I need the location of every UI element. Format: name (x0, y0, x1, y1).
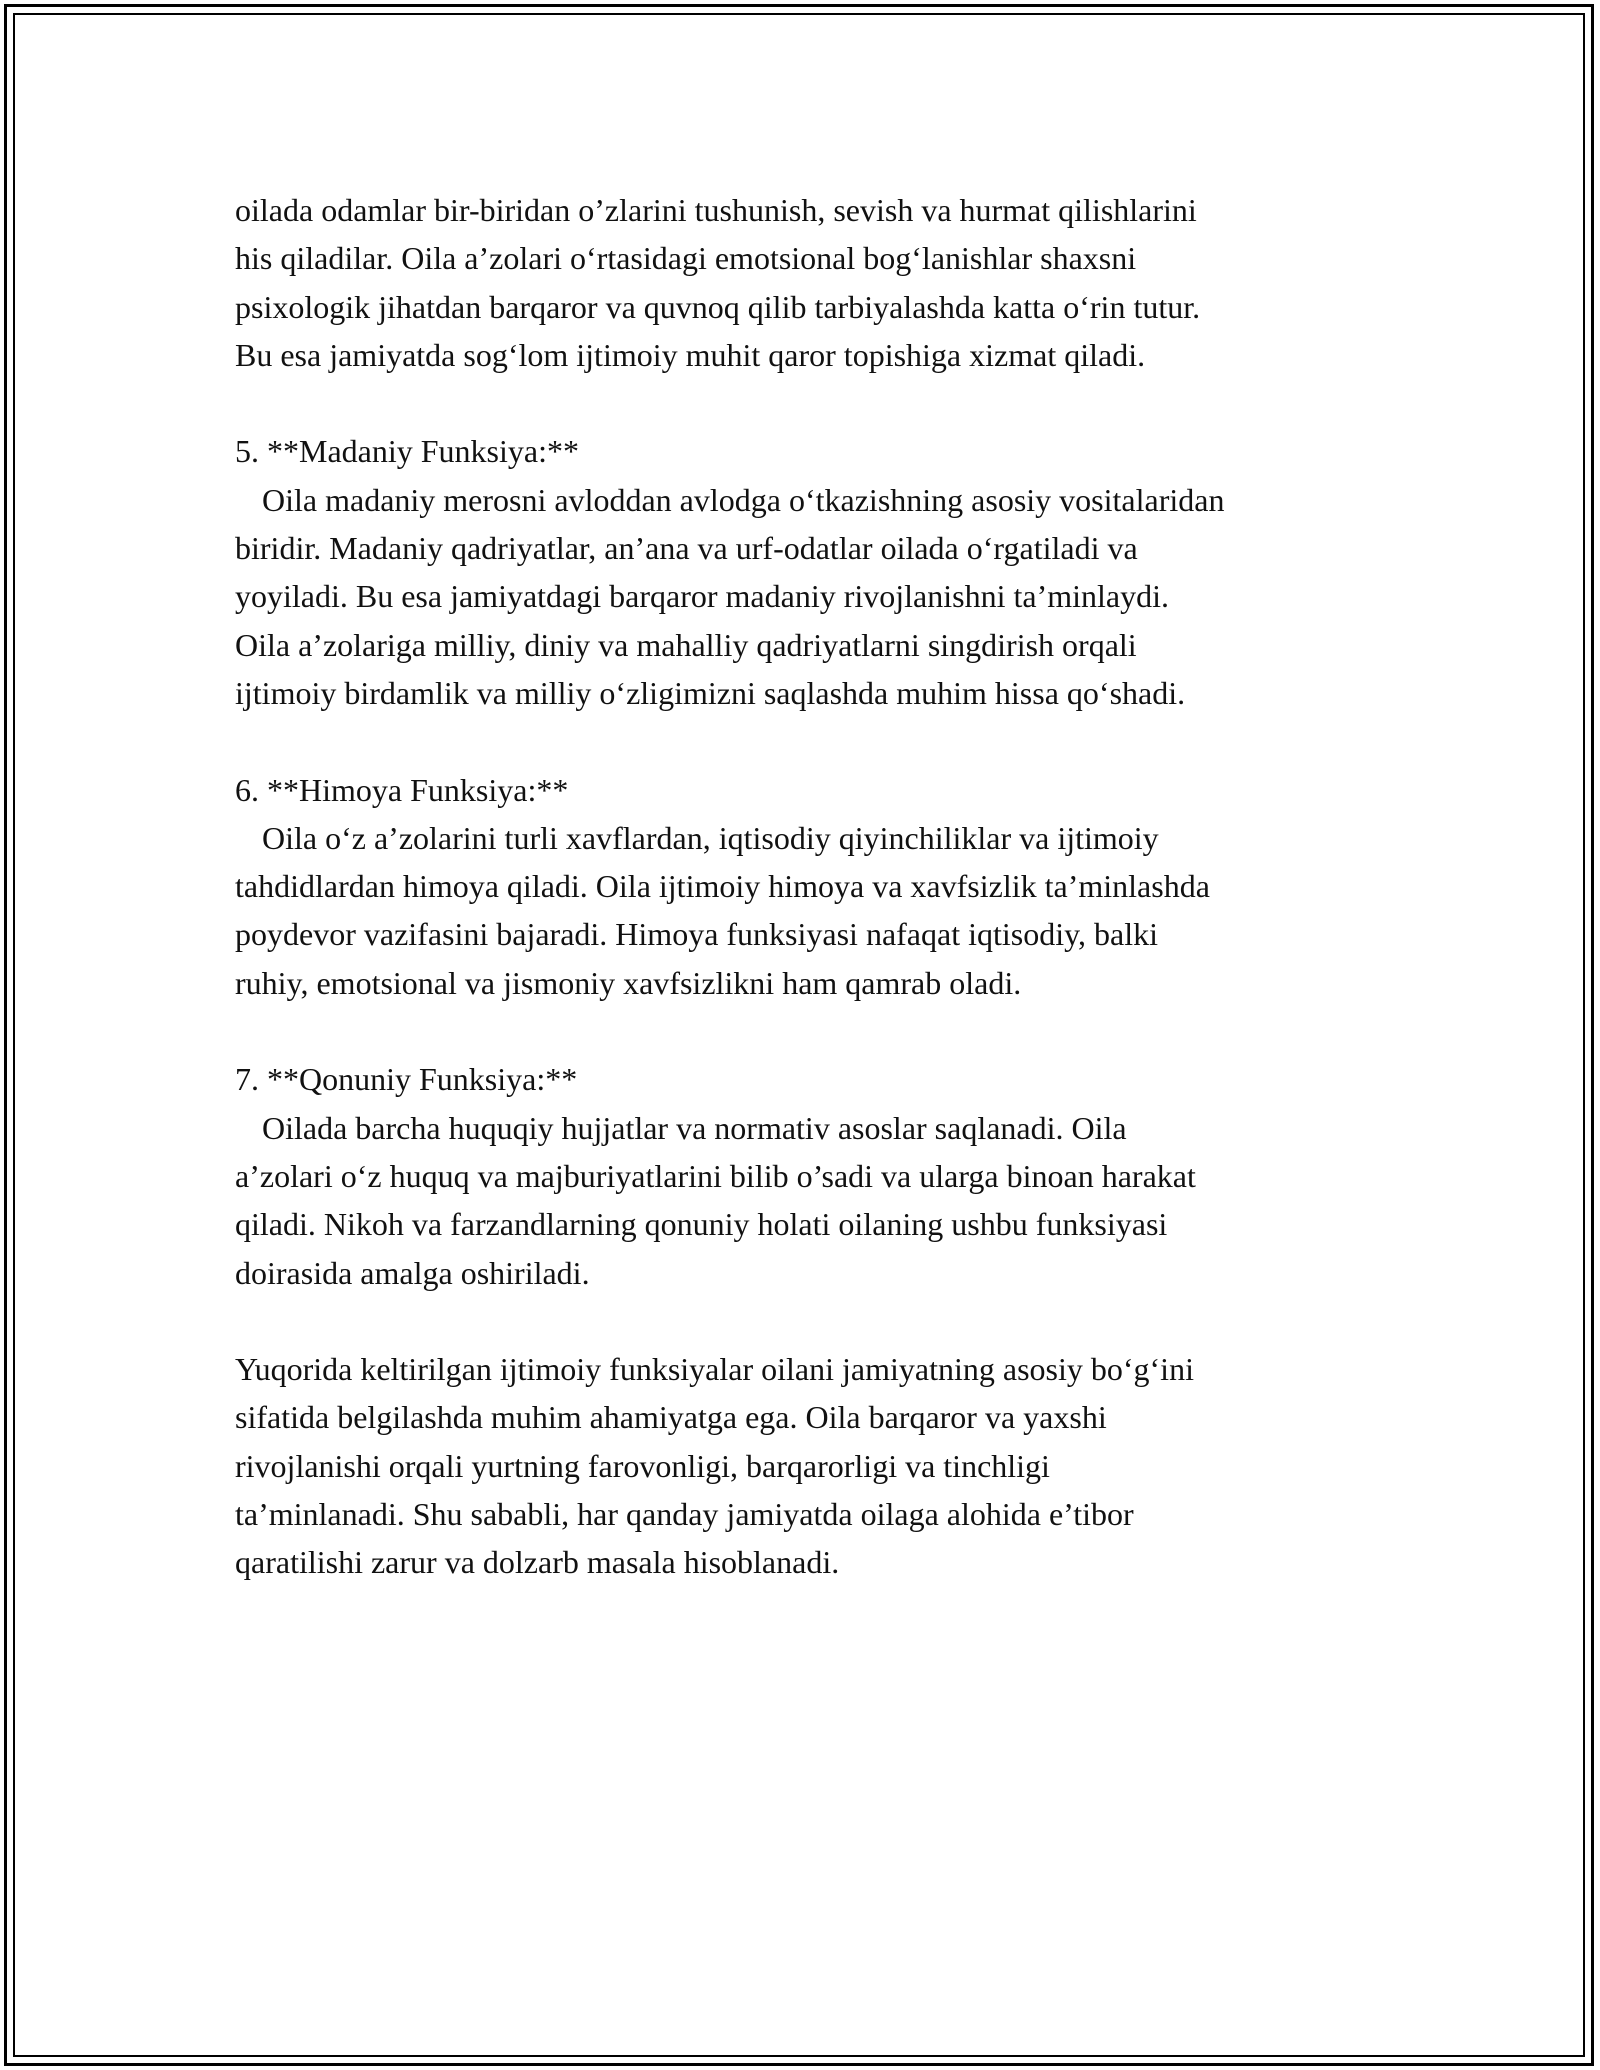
paragraph-gap (235, 1297, 1395, 1345)
section-body: Oila madaniy merosni avloddan avlodga o‘tkazishning asosiy vositalaridan biridir. Madaniy qadriyatlar, an’ana va urf-odatlar oilada o‘rgatiladi va yoyiladi. Bu esa jamiyatdagi barqaror madaniy rivojlanishni ta’minlaydi. Oila a’zolariga milliy, diniy va mahalliy qadriyatlarni singdirish orqali ijtimoiy birdamlik va milliy o‘zligimizni saqlashda muhim hissa qo‘shadi. (235, 481, 1225, 711)
section-madaniy (235, 427, 1395, 717)
section-heading: 5. **Madaniy Funksiya:** (235, 433, 579, 470)
section-himoya (235, 766, 1395, 1007)
section-body: Oilada barcha huquqiy hujjatlar va normativ asoslar saqlanadi. Oila a’zolari o‘z huquq va majburiyatlarini bilib o’sadi va ularga binoan harakat qiladi. Nikoh va farzandlarning qonuniy holati oilaning ushbu funksiyasi doirasida amalga oshiriladi. (235, 1109, 1196, 1291)
document-body (235, 186, 1395, 1587)
section-body-wrap (235, 476, 1395, 717)
paragraph-gap (235, 379, 1395, 427)
section-body-wrap (235, 1104, 1395, 1297)
conclusion-paragraph: Yuqorida keltirilgan ijtimoiy funksiyalar oilani jamiyatning asosiy bo‘g‘ini sifatida belgilashda muhim ahamiyatga ega. Oila barqaror va yaxshi rivojlanishi orqali yurtning farovonligi, barqarorligi va tinchligi ta’minlanadi. Shu sababli, har qanday jamiyatda oilaga alohida e’tibor qaratilishi zarur va dolzarb masala hisoblanadi. (235, 1351, 1194, 1581)
paragraph-gap (235, 717, 1395, 765)
section-heading: 6. **Himoya Funksiya:** (235, 771, 569, 808)
intro-paragraph: oilada odamlar bir-biridan o’zlarini tushunish, sevish va hurmat qilishlarini his qiladilar. Oila a’zolari o‘rtasidagi emotsional bog‘lanishlar shaxsni psixologik jihatdan barqaror va quvnoq qilib tarbiyalashda katta o‘rin tutur. Bu esa jamiyatda sog‘lom ijtimoiy muhit qaror topishiga xizmat qiladi. (235, 192, 1201, 373)
paragraph-gap (235, 1007, 1395, 1055)
section-heading: 7. **Qonuniy Funksiya:** (235, 1061, 578, 1098)
section-qonuniy (235, 1055, 1395, 1296)
section-body: Oila o‘z a’zolarini turli xavflardan, iqtisodiy qiyinchiliklar va ijtimoiy tahdidlardan himoya qiladi. Oila ijtimoiy himoya va xavfsizlik ta’minlashda poydevor vazifasini bajaradi. Himoya funksiyasi nafaqat iqtisodiy, balki ruhiy, emotsional va jismoniy xavfsizlikni ham qamrab oladi. (235, 819, 1210, 1001)
section-body-wrap (235, 814, 1395, 1007)
